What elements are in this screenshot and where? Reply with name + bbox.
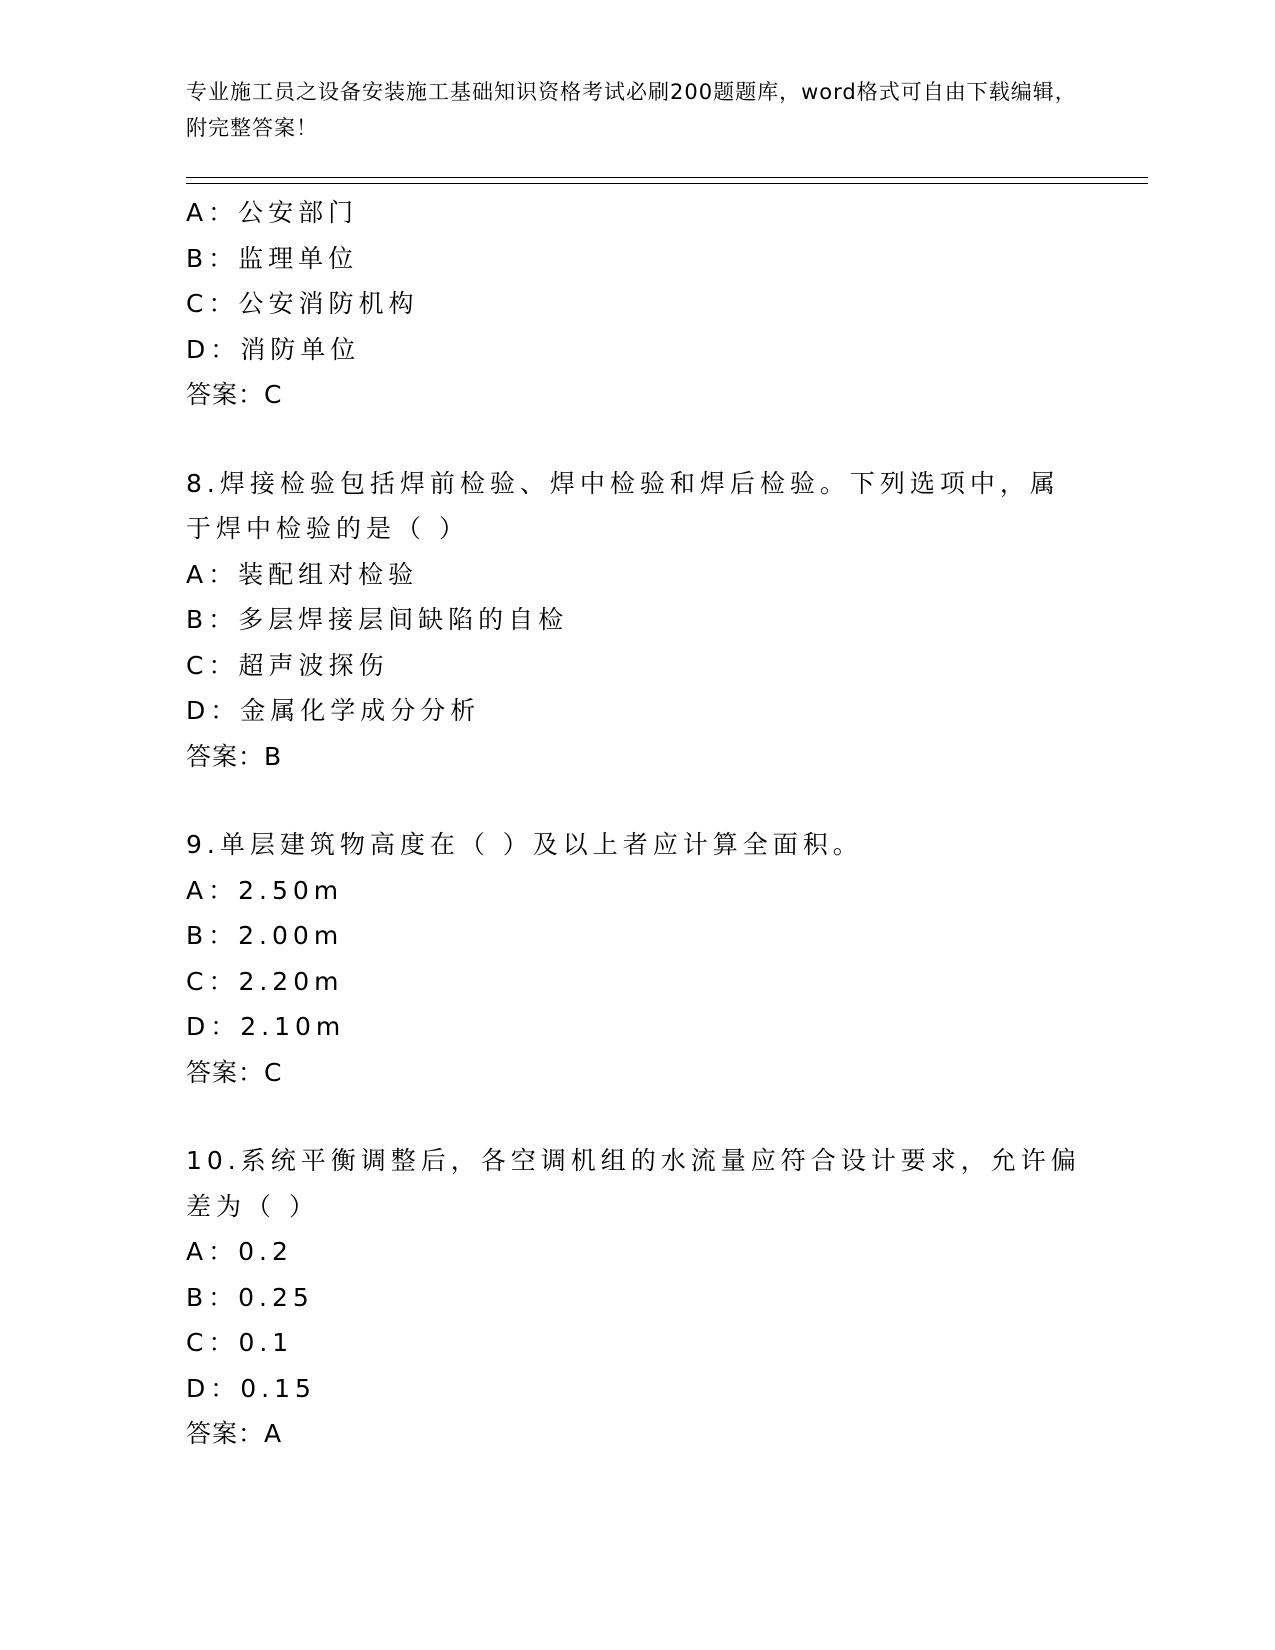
question-10-option-c: C：0.1 [186,1328,294,1357]
question-8-option-b: B：多层焊接层间缺陷的自检 [186,605,569,634]
question-8-option-d: D：金属化学成分分析 [186,696,481,725]
question-9-option-c: C：2.20m [186,966,344,996]
question-9 [186,822,1086,1095]
question-10-answer: 答案：A [186,1419,283,1448]
question-7-option-a: A：公安部门 [186,198,359,227]
question-10-option-d: D：0.15 [186,1373,316,1403]
spacer [186,779,1086,822]
question-7 [186,190,1086,418]
question-8-option-a: A：装配组对检验 [186,559,419,589]
question-7-answer: 答案：C [186,380,283,409]
question-7-option-c: C：公安消防机构 [186,289,419,318]
question-10-stem: 10.系统平衡调整后，各空调机组的水流量应符合设计要求，允许偏差为（ ） [186,1146,1081,1221]
header-divider-bottom [186,183,1148,184]
question-9-option-a: A：2.50m [186,875,344,905]
question-9-option-b: B：2.00m [186,921,344,950]
question-8-answer: 答案：B [186,741,283,771]
question-8-option-c: C：超声波探伤 [186,650,389,680]
question-10-option-b: B：0.25 [186,1282,314,1312]
question-9-stem: 9.单层建筑物高度在（ ）及以上者应计算全面积。 [186,830,863,859]
question-list [186,190,1086,1457]
question-7-option-d: D：消防单位 [186,334,361,364]
question-9-answer: 答案：C [186,1057,283,1087]
spacer [186,418,1086,461]
question-10-option-a: A：0.2 [186,1237,293,1266]
spacer [186,1095,1086,1138]
question-10 [186,1138,1086,1457]
question-7-option-b: B：监理单位 [186,243,359,273]
document-header: 专业施工员之设备安装施工基础知识资格考试必刷200题题库，word格式可自由下载编辑，附完整答案！ [186,80,1077,140]
question-8 [186,461,1086,780]
question-9-option-d: D：2.10m [186,1012,346,1041]
header-divider-top [186,177,1148,178]
question-8-stem: 8.焊接检验包括焊前检验、焊中检验和焊后检验。下列选项中，属于焊中检验的是（ ） [186,468,1060,543]
